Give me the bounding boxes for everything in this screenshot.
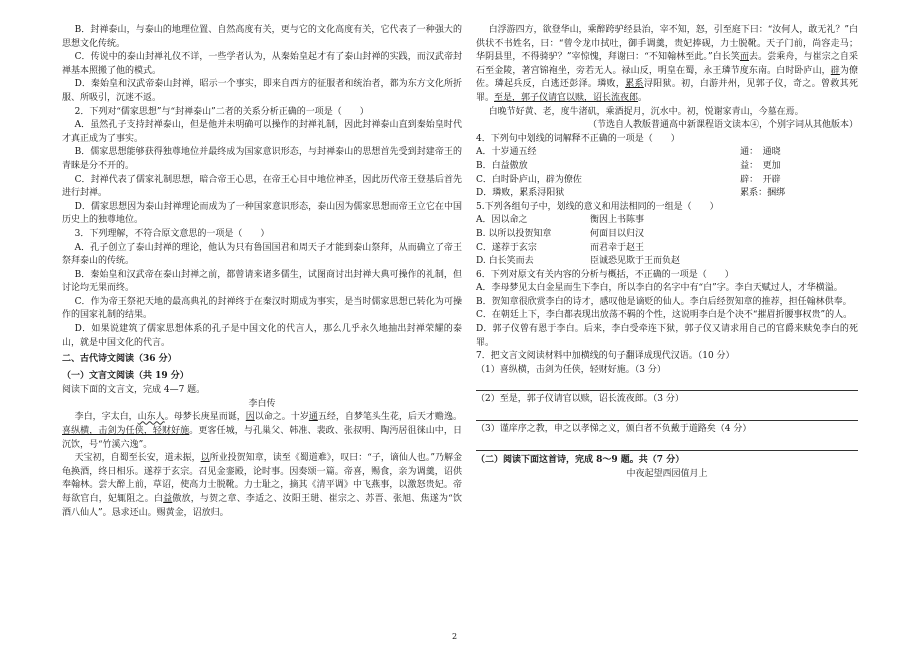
section-heading-2: 二、古代诗文阅读（36 分） xyxy=(62,354,177,365)
q4-c-left: C．白时卧庐山，辟为僚佐 xyxy=(476,174,582,185)
q5-d-right: 臣诚恐见欺于王而负赵 xyxy=(590,256,681,267)
question-7: 7．把文言文阅读材料中加横线的句子翻译成现代汉语。（10 分） xyxy=(476,351,735,362)
q7-item-3: （3）谨庠序之教，申之以孝悌之义，颁白者不负戴于道路矣（4 分） xyxy=(476,424,752,435)
question-2: 2．下列对“儒家思想”与“封禅泰山”二者的关系分析正确的一项是（ ） xyxy=(74,106,369,117)
q5-a-left: A．因以命之 xyxy=(476,215,528,226)
q5-a-right: 衡因上书陈事 xyxy=(590,215,645,226)
q4-c-right: 辟： 开辟 xyxy=(740,174,781,185)
q2-option-a: A．虽然孔子支持封禅泰山，但是他并未明确可以操作的封禅礼制，因此封禅泰山直到秦始皇时代才真正成为了事实。 xyxy=(62,120,462,144)
right-column xyxy=(476,24,858,481)
q4-d-left: D．璘败，累系浔阳狱 xyxy=(476,188,565,199)
subsection-heading-2: （二）阅读下面这首诗，完成 8～9 题。共（7 分） xyxy=(476,454,685,465)
poem-title: 中夜起望西园值月上 xyxy=(626,468,708,479)
question-6: 6．下列对原文有关内容的分析与概括，不正确的一项是（ ） xyxy=(476,269,734,280)
source-note: （节选自人教版普通高中新课程语文读本④，个别字词从其他版本） xyxy=(587,120,858,131)
q6-option-d: D．郭子仪曾有恩于李白。后来，李白受牵连下狱，郭子仪又请求用自己的官爵来赎免李白的死罪。 xyxy=(476,324,858,348)
para-c: C．传说中的泰山封禅礼仪不详，一些学者认为，从秦始皇起才有了泰山封禅的实践，而汉武帝封禅基本照搬了他的模式。 xyxy=(62,52,462,76)
q2-option-c: C．封禅代表了儒家礼制思想，暗合帝王心思，在帝王心目中地位神圣，因此历代帝王登基后首先进行封禅。 xyxy=(62,174,462,199)
article-title: 李白传 xyxy=(248,398,276,409)
q3-option-d: D．如果说建筑了儒家思想体系的孔子是中国文化的代言人，那么几乎永久地抽出封禅荣耀的泰山，就是中国文化的代言。 xyxy=(62,324,462,348)
q4-a-right: 通： 通晓 xyxy=(740,147,781,158)
q7-item-1: （1）喜纵横，击剑为任侠，轻财好施。（3 分） xyxy=(476,364,666,375)
page-number: 2 xyxy=(452,632,458,641)
q5-c-right: 而君幸于赵王 xyxy=(590,242,645,253)
q4-a-left: A．十岁通五经 xyxy=(476,147,537,158)
para-b: B．封禅泰山，与泰山的地理位置、自然高度有关，更与它的文化高度有关，它代表了一种强大的思想文化传统。 xyxy=(62,25,462,49)
reading-instruction: 阅读下面的文言文，完成 4—7 题。 xyxy=(62,385,206,396)
answer-line xyxy=(476,377,858,391)
q7-item-2: （2）至是，郭子仪请官以赎，诏长流夜郎。（3 分） xyxy=(476,394,684,405)
q4-b-right: 益： 更加 xyxy=(740,160,781,171)
q4-b-left: B．白益傲放 xyxy=(476,160,528,171)
q5-c-left: C．遂荐于玄宗 xyxy=(476,242,537,253)
q3-option-a: A．孔子创立了泰山封禅的理论，他认为只有鲁国国君和周天子才能到泰山祭拜，从而确立了帝王祭拜泰山的传统。 xyxy=(62,242,462,267)
para-d: D．秦始皇和汉武帝泰山封禅，昭示一个事实，即来自西方的征服者和统治者，都为东方文化所折服、所吸引，沉迷不返。 xyxy=(62,79,462,103)
article-paragraph-2: 天宝初，自蜀至长安，道未振，以所业投贺知章，读至《蜀道难》，叹曰：“子，谪仙人也。”乃解金龟换酒，终日相乐。遂荐于玄宗。召见金銮殿，论时事。因奏颂一篇。帝喜，赐食，亲为调羹，诏供奉翰林。尝大醉上前，草诏，使高力士脱靴。力士耻之，摘其《清平调》中飞燕事，以激怒贵妃。帝每欲官白，妃辄阻之。白益傲放，与贺之章、李适之、汝阳王琎、崔宗之、苏晋、张旭、焦遂为“饮酒八仙人”。恳求还山。赐黄金，诏放归。 xyxy=(62,453,462,518)
subsection-heading-1: （一）文言文阅读（共 19 分） xyxy=(62,371,189,382)
question-4: 4．下列句中划线的词解释不正确的一项是（ ） xyxy=(476,133,680,144)
q5-d-left: D. 白长笑而去 xyxy=(476,256,534,267)
q4-d-right: 累系：捆绑 xyxy=(740,188,786,199)
article-paragraph-1: 李白，字太白，山东人。母梦长庚星而诞，因以命之。十岁通五经，自梦笔头生花，后天才赡逸。喜纵横，击剑为任侠，轻财好施。更客任城，与孔巢父、韩准、裴政、张叔明、陶沔居徂徕山中，日沉饮，号“竹溪六逸”。 xyxy=(62,412,462,450)
q5-b-right: 何面目以归汉 xyxy=(590,228,645,239)
q2-option-b: B．儒家思想能够获得独尊地位并最终成为国家意识形态，与封禅泰山的思想首先受到封建帝王的青睐是分不开的。 xyxy=(62,147,462,171)
question-3: 3．下列理解，不符合原文意思的一项是（ ） xyxy=(74,228,270,239)
q5-b-left: B. 以所以投贺知章 xyxy=(476,228,552,239)
q6-option-b: B．贺知章很欣赏李白的诗才，感叹他是谪贬的仙人。李白后经贺知章的推荐，担任翰林供奉。 xyxy=(476,296,852,307)
q2-option-d: D．儒家思想因为泰山封禅理论而成为了一种国家意识形态，泰山因为儒家思想而帝王立它在中国历史上的独尊地位。 xyxy=(62,201,462,226)
answer-line xyxy=(476,437,858,451)
q6-option-a: A．李母梦见太白金星而生下李白，所以李白的名字中有“白”字。李白天赋过人，才华横溢。 xyxy=(476,283,843,294)
q5-options xyxy=(476,214,858,268)
q6-option-c: C．在朝廷上下，李白都表现出放荡不羁的个性，这说明李白是个决不“摧眉折腰事权贵”的人。 xyxy=(476,310,853,321)
q4-options xyxy=(476,146,858,200)
article-paragraph-3: 白浮游四方，欲登华山，乘醉跨驴经县治，宰不知，怒，引至庭下曰：“汝何人，敢无礼？”白供状不书姓名，曰：“曾令龙巾拭吐，御手调羹，贵妃捧砚，力士脱靴。天子门前，尚容走马；华阴县里，不得骑驴？”宰惊愧，拜谢曰：“不知翰林至此。”白长笑而去。尝乘舟，与崔宗之自采石至金陵，著宫锦袍坐，旁若无人。禄山反，明皇在蜀，永王璘节度东南。白时卧庐山，辟为僚佐。璘起兵反，白逃还彭泽。璘败，累系浔阳狱。初，白游并州，见郭子仪，奇之。曾救其死罪。至是，郭子仪请官以赎，诏长流夜郎。 xyxy=(476,25,858,103)
q3-option-c: C．作为帝王祭祀天地的最高典礼的封禅终于在秦汉时期成为事实，是当时儒家思想已转化为可操作的国家礼制的结果。 xyxy=(62,296,462,321)
answer-line xyxy=(476,407,858,421)
left-column xyxy=(62,24,462,520)
article-paragraph-4: 白晚节好黄、老，度牛渚矶，乘酒捉月，沉水中。初，悦谢家青山，今墓在焉。 xyxy=(488,106,804,117)
q3-option-b: B．秦始皇和汉武帝在泰山封禅之前，都曾请来诸多儒生，试图商讨出封禅大典可操作的礼制，但讨论均无果而终。 xyxy=(62,269,462,294)
question-5: 5.下列各组句子中，划线的意义和用法相同的一组是（ ） xyxy=(476,201,719,212)
